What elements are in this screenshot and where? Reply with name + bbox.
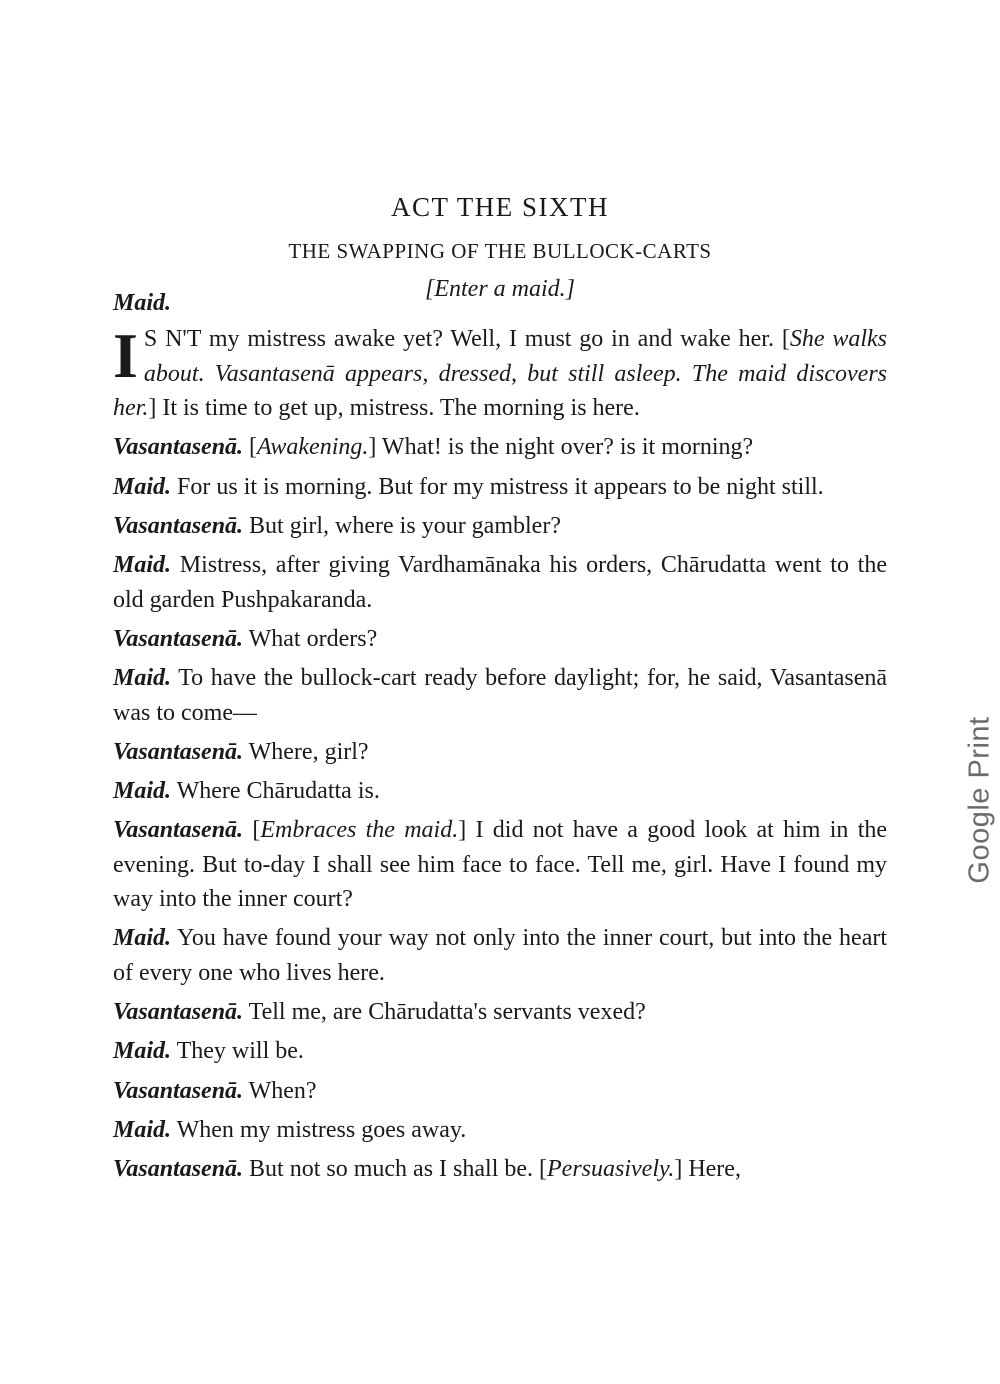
speech-text: For us it is morning. But for my mistress it appears to be night still.	[171, 473, 824, 500]
stage-direction: Awakening.	[257, 434, 369, 461]
speech-text: ] I did not have a good look at him in the evening. But to-day I shall see him face to face. Tell me, girl. Have I found my way into the inner court?	[113, 817, 888, 913]
speech-text: [	[243, 817, 261, 844]
speech-text: They will be.	[171, 1038, 304, 1065]
speaker-name: Vasantasenā.	[113, 434, 244, 461]
speaker-name: Maid.	[113, 925, 172, 952]
speech-text: Mistress, after giving Vardhamānaka his orders, Chārudatta went to the old garden Pushpakaranda.	[113, 551, 887, 613]
act-subtitle: THE SWAPPING OF THE BULLOCK-CARTS	[288, 239, 712, 263]
dialogue-line	[113, 1152, 887, 1187]
dialogue-line	[113, 1074, 887, 1109]
dialogue-line	[113, 430, 887, 465]
speaker-name: Maid.	[113, 551, 172, 578]
speech-text: [	[243, 434, 258, 461]
google-print-watermark	[948, 705, 1000, 895]
dialogue-line	[113, 470, 887, 505]
speaker-name: Maid.	[113, 777, 172, 804]
speaker-name: Vasantasenā.	[113, 999, 244, 1026]
entry-stage-direction: [Enter a maid.]	[425, 276, 575, 302]
speaker-name: Maid.	[113, 1116, 172, 1143]
speech-text: But girl, where is your gambler?	[243, 512, 561, 539]
opening-text-1: S N'T my mistress awake yet? Well, I must go in and wake her. [	[143, 326, 790, 352]
dialogue-line	[113, 1034, 887, 1069]
drop-cap: I	[113, 320, 138, 391]
speech-text: Tell me, are Chārudatta's servants vexed?	[243, 999, 646, 1026]
speaker-name: Maid.	[113, 1038, 172, 1065]
speaker-name: Vasantasenā.	[113, 817, 244, 844]
dialogue-line	[113, 774, 887, 809]
speech-text: When my mistress goes away.	[171, 1116, 467, 1143]
dialogue-line	[113, 1113, 887, 1148]
dialogue-line	[113, 813, 887, 917]
opening-text-2: ] It is time to get up, mistress. The morning is here.	[148, 395, 640, 422]
dialogue-line	[113, 735, 887, 770]
dialogue-line	[113, 622, 887, 657]
speaker-name: Vasantasenā.	[113, 512, 244, 539]
first-speaker-label: Maid.	[113, 290, 172, 316]
speaker-name: Vasantasenā.	[113, 1155, 244, 1182]
dialogue-line	[113, 661, 887, 730]
speech-text: Where, girl?	[243, 738, 369, 765]
dialogue-line	[113, 921, 887, 990]
speech-text: But not so much as I shall be. [	[243, 1155, 548, 1182]
speech-text: ] What! is the night over? is it morning?	[368, 434, 754, 461]
dialogue-line	[113, 509, 887, 544]
dialogue-line	[113, 995, 887, 1030]
speech-text: When?	[243, 1077, 317, 1104]
speaker-name: Vasantasenā.	[113, 738, 244, 765]
speaker-name: Vasantasenā.	[113, 1077, 244, 1104]
watermark-text: Google Print	[963, 716, 996, 884]
speaker-name: Maid.	[113, 664, 172, 691]
speaker-name: Maid.	[113, 473, 172, 500]
opening-speech	[113, 322, 887, 426]
dialogue	[113, 430, 887, 1186]
speech-text: ] Here,	[674, 1155, 741, 1182]
speech-text: What orders?	[243, 625, 378, 652]
speaker-name: Vasantasenā.	[113, 625, 244, 652]
stage-direction: Embraces the maid.	[260, 817, 459, 844]
book-page	[113, 188, 887, 1191]
speech-text: Where Chārudatta is.	[171, 777, 380, 804]
stage-direction: Persuasively.	[547, 1155, 675, 1182]
act-title: ACT THE SIXTH	[390, 192, 609, 222]
speech-text: You have found your way not only into the inner court, but into the heart of every one who lives here.	[113, 925, 887, 987]
entry-row	[113, 272, 887, 322]
opening-stage-direction: She walks about. Vasantasenā appears, dressed, but still asleep. The maid discovers her.	[113, 326, 887, 422]
dialogue-line	[113, 548, 887, 617]
speech-text: To have the bullock-cart ready before daylight; for, he said, Vasantasenā was to come—	[113, 664, 887, 726]
